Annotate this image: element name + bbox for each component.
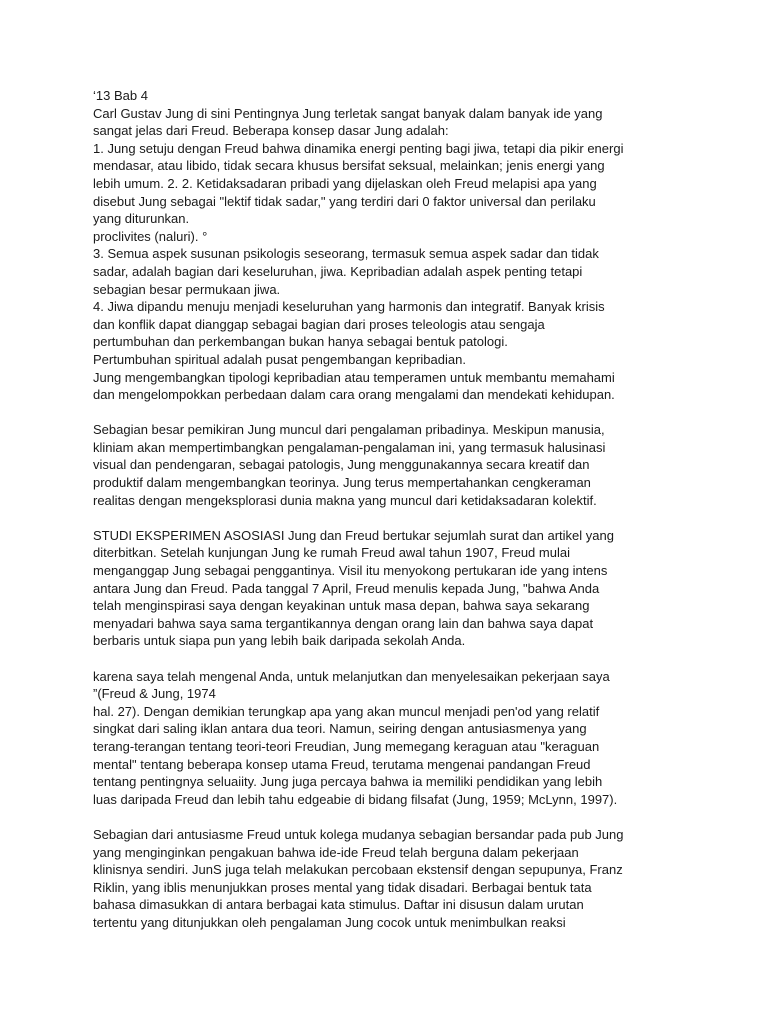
paragraph-association-study [93,527,753,650]
text-line: Riklin, yang iblis menunjukkan proses mental yang tidak disadari. Berbagai bentuk tata [93,879,592,895]
text-line: yang diturunkan. [93,211,190,227]
chapter-heading: ‘13 Bab 4 [93,88,148,103]
text-line: dan konflik dapat dianggap sebagai bagian dari proses teleologis atau sengaja [93,316,545,332]
paragraph-intro [93,87,753,404]
text-line: 3. Semua aspek susunan psikologis seseorang, termasuk semua aspek sadar dan tidak [93,246,599,262]
text-line: klinisnya sendiri. JunS juga telah melakukan percobaan ekstensif dengan sepupunya, Franz [93,862,623,878]
text-line: karena saya telah mengenal Anda, untuk melanjutkan dan menyelesaikan pekerjaan saya [93,668,610,684]
text-line: sebagian besar permukaan jiwa. [93,281,281,297]
text-line: disebut Jung sebagai "lektif tidak sadar," yang terdiri dari 0 faktor universal dan perilaku [93,193,596,209]
text-line: proclivites (naluri). ° [93,228,208,244]
text-line: 4. Jiwa dipandu menuju menjadi keseluruhan yang harmonis dan integratif. Banyak krisis [93,299,605,315]
text-line: Sebagian dari antusiasme Freud untuk kolega mudanya sebagian bersandar pada pub Jung [93,826,624,842]
text-line: luas daripada Freud dan lebih tahu edgeabie di bidang filsafat (Jung, 1959; McLynn, 1997). [93,791,618,807]
text-line: lebih umum. 2. 2. Ketidaksadaran pribadi yang dijelaskan oleh Freud melapisi apa yang [93,175,597,191]
text-line: kliniam akan mempertimbangkan pengalaman-pengalaman ini, yang termasuk halusinasi [93,439,606,455]
paragraph-gap [93,509,753,527]
text-line: visual dan pendengaran, sebagai patologis, Jung menggunakannya secara kreatif dan [93,457,590,473]
text-line: Jung mengembangkan tipologi kepribadian atau temperamen untuk membantu memahami [93,369,615,385]
paragraph-gap [93,808,753,826]
document-page [93,87,753,932]
text-line: terang-terangan tentang teori-teori Freudian, Jung memegang keraguan atau "keraguan [93,738,600,754]
text-line: tertentu yang ditunjukkan oleh pengalaman Jung cocok untuk menimbulkan reaksi [93,914,566,930]
text-line: dan mengelompokkan perbedaan dalam cara orang mengalami dan mendekati kehidupan. [93,387,615,403]
text-line: Sebagian besar pemikiran Jung muncul dari pengalaman pribadinya. Meskipun manusia, [93,422,605,438]
paragraph-gap [93,404,753,422]
text-line: yang menginginkan pengakuan bahwa ide-ide Freud telah berguna dalam pekerjaan [93,844,579,860]
paragraph-freud-jung-letters [93,668,753,809]
text-line: realitas dengan mengeksplorasi dunia makna yang muncul dari ketidaksadaran kolektif. [93,492,597,508]
text-line: STUDI EKSPERIMEN ASOSIASI Jung dan Freud bertukar sejumlah surat dan artikel yang [93,527,614,543]
text-line: produktif dalam mengembangkan teorinya. Jung terus mempertahankan cengkeraman [93,475,591,491]
text-line: hal. 27). Dengan demikian terungkap apa yang akan muncul menjadi pen'od yang relatif [93,703,600,719]
paragraph-gap [93,650,753,668]
text-line: mental" tentang beberapa konsep utama Freud, terutama mengenai pandangan Freud [93,756,591,772]
text-line: mendasar, atau libido, tidak secara khusus bersifat seksual, melainkan; jenis energi yang [93,158,605,174]
text-line: 1. Jung setuju dengan Freud bahwa dinamika energi penting bagi jiwa, tetapi dia pikir energi [93,140,624,156]
text-line: singkat dari saling iklan antara dua teori. Namun, seiring dengan antusiasmenya yang [93,721,587,737]
text-line: Pertumbuhan spiritual adalah pusat pengembangan kepribadian. [93,351,466,367]
text-line: sadar, adalah bagian dari keseluruhan, jiwa. Kepribadian adalah aspek penting tetapi [93,263,583,279]
text-line: menyadari bahwa saya sama tergantikannya dengan orang lain dan bahwa saya dapat [93,615,594,631]
text-line: berbaris untuk siapa pun yang lebih baik daripada sekolah Anda. [93,633,466,649]
text-line: sangat jelas dari Freud. Beberapa konsep dasar Jung adalah: [93,123,449,139]
text-line: antara Jung dan Freud. Pada tanggal 7 April, Freud menulis kepada Jung, "bahwa Anda [93,580,600,596]
text-line: ”(Freud & Jung, 1974 [93,686,216,702]
text-line: tentang pentingnya seluaiity. Jung juga percaya bahwa ia memiliki pendidikan yang lebih [93,774,603,790]
text-line: telah menginspirasi saya dengan keyakinan untuk masa depan, bahwa saya sekarang [93,598,590,614]
text-line: diterbitkan. Setelah kunjungan Jung ke rumah Freud awal tahun 1907, Freud mulai [93,545,570,561]
text-line: Carl Gustav Jung di sini Pentingnya Jung terletak sangat banyak dalam banyak ide yang [93,105,603,121]
paragraph-personal-experience [93,421,753,509]
text-line: pertumbuhan dan perkembangan bukan hanya sebagai bentuk patologi. [93,334,508,350]
text-line: bahasa dimasukkan di antara berbagai kata stimulus. Daftar ini disusun dalam urutan [93,897,584,913]
text-line: menganggap Jung sebagai penggantinya. Visil itu menyokong pertukaran ide yang intens [93,563,608,579]
paragraph-freud-enthusiasm [93,826,753,932]
